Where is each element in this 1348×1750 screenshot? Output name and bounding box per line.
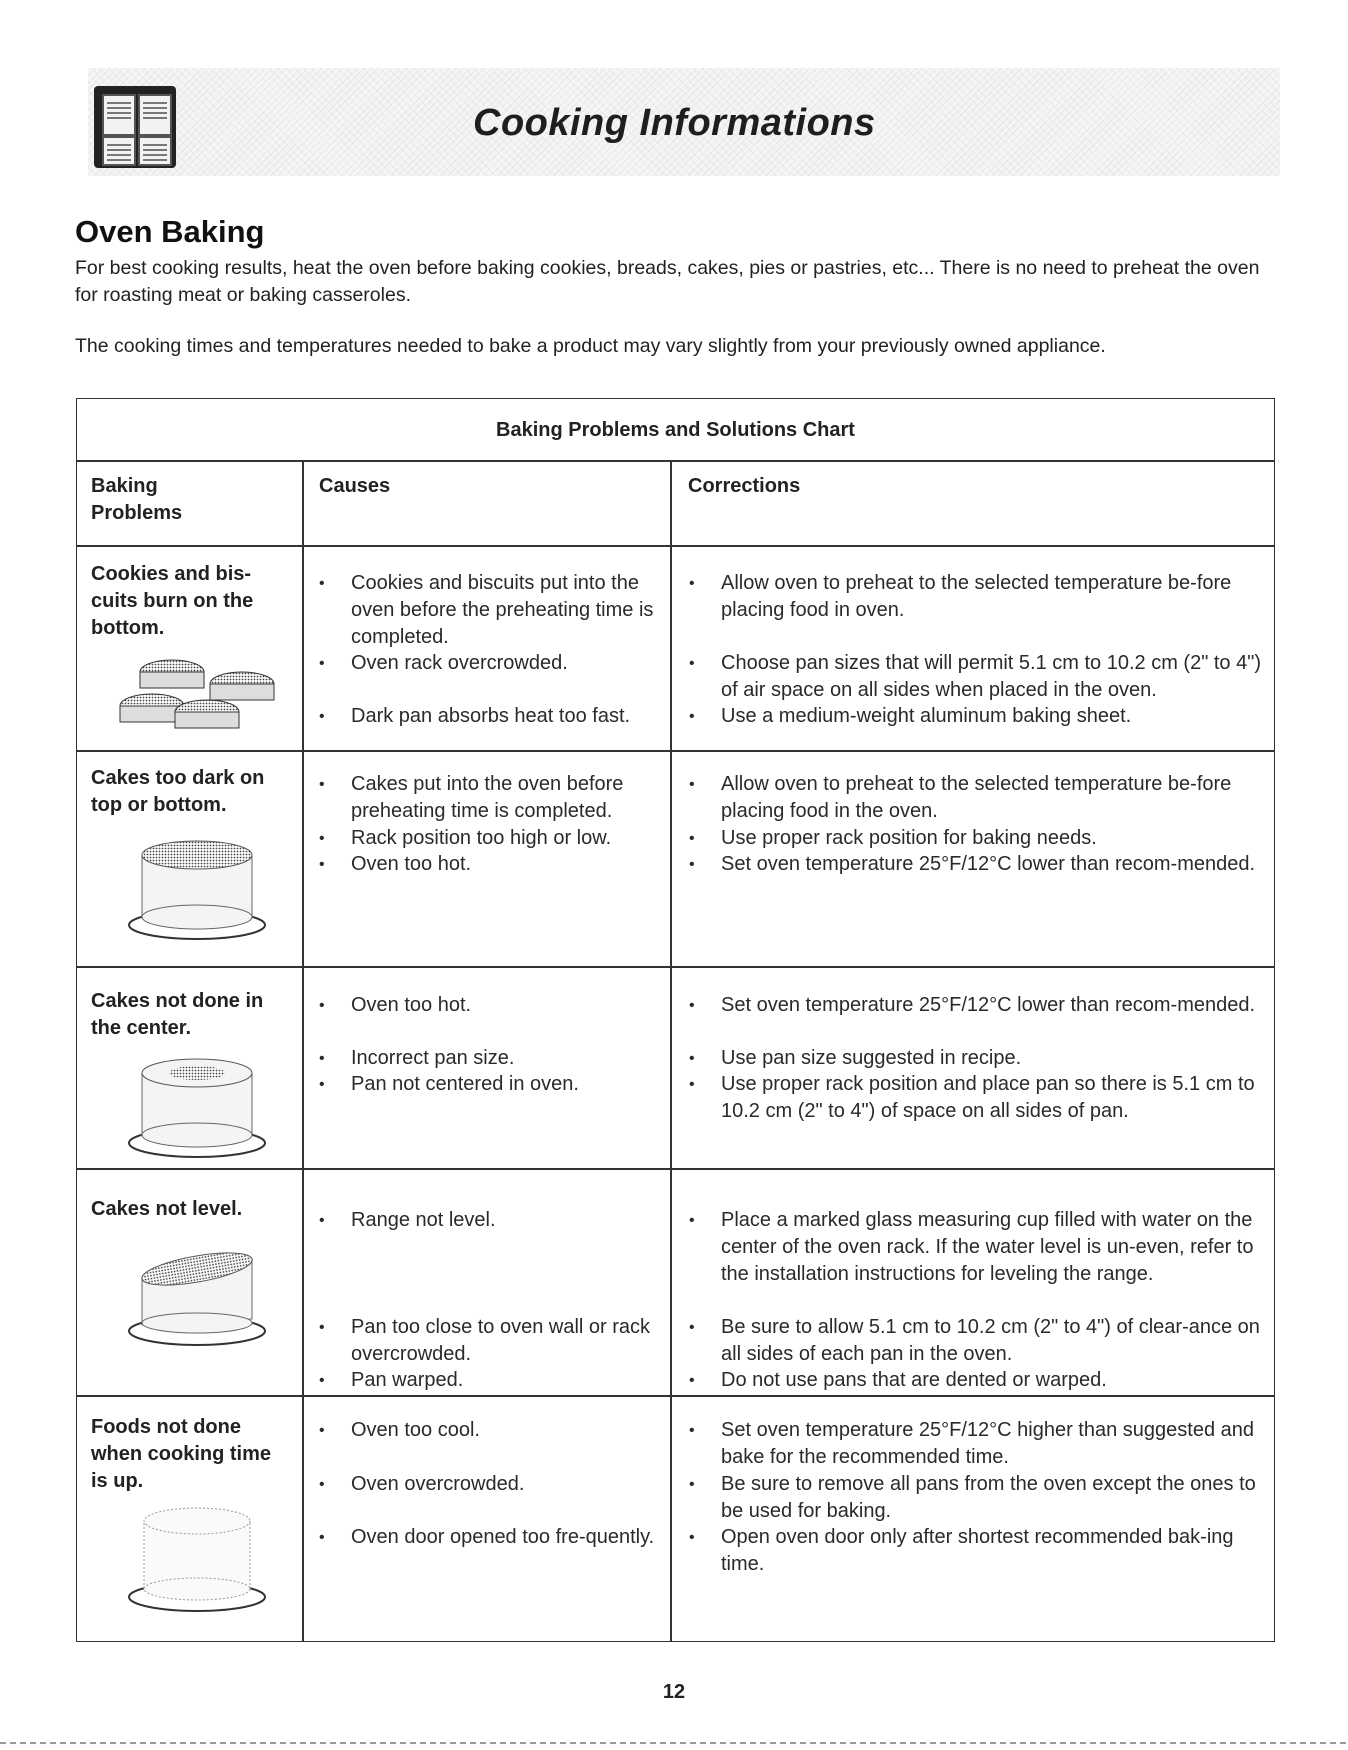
list-item: • Oven door opened too fre-quently.	[305, 1524, 670, 1551]
divider	[0, 1742, 1348, 1744]
tilted-cake-illustration	[122, 1239, 272, 1349]
list-item: • Pan not centered in oven.	[305, 1071, 670, 1098]
list-item: • Set oven temperature 25°F/12°C higher than suggested and bake for the recommended time.	[675, 1417, 1275, 1471]
list-item: • Place a marked glass measuring cup filled with water on the center of the oven rack. If the water level is un-even, refer to the installation instructions for leveling the range.	[675, 1207, 1275, 1288]
list-item: • Set oven temperature 25°F/12°C lower than recom-mended.	[675, 992, 1275, 1019]
baking-problems-chart	[76, 398, 1275, 1642]
problem-label: Foods not done when cooking time is up.	[91, 1416, 272, 1492]
list-item: • Pan warped.	[305, 1367, 670, 1394]
document-grid-icon	[94, 86, 176, 168]
list-item: • Oven too cool.	[305, 1417, 670, 1444]
page-title: Cooking Informations	[473, 102, 876, 144]
page-number: 12	[662, 1681, 686, 1703]
list-item: • Oven too hot.	[305, 992, 670, 1019]
list-item: • Do not use pans that are dented or warped.	[675, 1367, 1275, 1394]
cookies-illustration	[97, 654, 287, 744]
list-item: • Allow oven to preheat to the selected temperature be-fore placing food in the oven.	[675, 771, 1275, 825]
list-item: • Cakes put into the oven before preheating time is completed.	[305, 771, 670, 825]
list-item: • Oven rack overcrowded.	[305, 650, 670, 677]
list-item: • Rack position too high or low.	[305, 825, 670, 852]
cake-illustration	[122, 1051, 272, 1161]
problem-label: Cakes too dark on top or bottom.	[91, 767, 265, 816]
intro-paragraph: For best cooking results, heat the oven before baking cookies, breads, cakes, pies or pastries, etc... There is no need to preheat the oven for roasting meat or baking casseroles.	[75, 257, 1260, 306]
list-item: • Be sure to allow 5.1 cm to 10.2 cm (2" to 4") of clear-ance on all sides of each pan in the oven.	[675, 1314, 1275, 1368]
list-item: • Cookies and biscuits put into the oven before the preheating time is completed.	[305, 570, 670, 651]
chart-title: Baking Problems and Solutions Chart	[496, 419, 855, 441]
list-item: • Use pan size suggested in recipe.	[675, 1045, 1275, 1072]
header-baking-problems: Baking Problems	[91, 475, 183, 524]
note-paragraph: The cooking times and temperatures needed to bake a product may vary slightly from your previously owned appliance.	[75, 335, 1106, 357]
list-item: • Use a medium-weight aluminum baking sheet.	[675, 703, 1275, 730]
problem-label: Cakes not done in the center.	[91, 990, 264, 1039]
header-causes: Causes	[319, 475, 391, 497]
section-title: Oven Baking	[75, 214, 265, 249]
header-corrections: Corrections	[688, 475, 801, 497]
cake-illustration	[122, 1505, 272, 1615]
problem-label: Cakes not level.	[91, 1198, 243, 1220]
list-item: • Range not level.	[305, 1207, 670, 1234]
list-item: • Use proper rack position for baking needs.	[675, 825, 1275, 852]
list-item: • Allow oven to preheat to the selected temperature be-fore placing food in oven.	[675, 570, 1275, 624]
list-item: • Be sure to remove all pans from the oven except the ones to be used for baking.	[675, 1471, 1275, 1525]
list-item: • Oven too hot.	[305, 851, 670, 878]
list-item: • Open oven door only after shortest recommended bak-ing time.	[675, 1524, 1275, 1578]
list-item: • Use proper rack position and place pan so there is 5.1 cm to 10.2 cm (2" to 4") of space on all sides of pan.	[675, 1071, 1275, 1125]
list-item: • Incorrect pan size.	[305, 1045, 670, 1072]
list-item: • Set oven temperature 25°F/12°C lower than recom-mended.	[675, 851, 1275, 878]
problem-label: Cookies and bis-cuits burn on the bottom.	[91, 563, 254, 639]
list-item: • Oven overcrowded.	[305, 1471, 670, 1498]
header-banner	[88, 68, 1280, 176]
list-item: • Dark pan absorbs heat too fast.	[305, 703, 670, 730]
cake-illustration	[122, 835, 272, 945]
list-item: • Pan too close to oven wall or rack overcrowded.	[305, 1314, 670, 1368]
list-item: • Choose pan sizes that will permit 5.1 cm to 10.2 cm (2" to 4") of air space on all sides when placed in the oven.	[675, 650, 1275, 704]
